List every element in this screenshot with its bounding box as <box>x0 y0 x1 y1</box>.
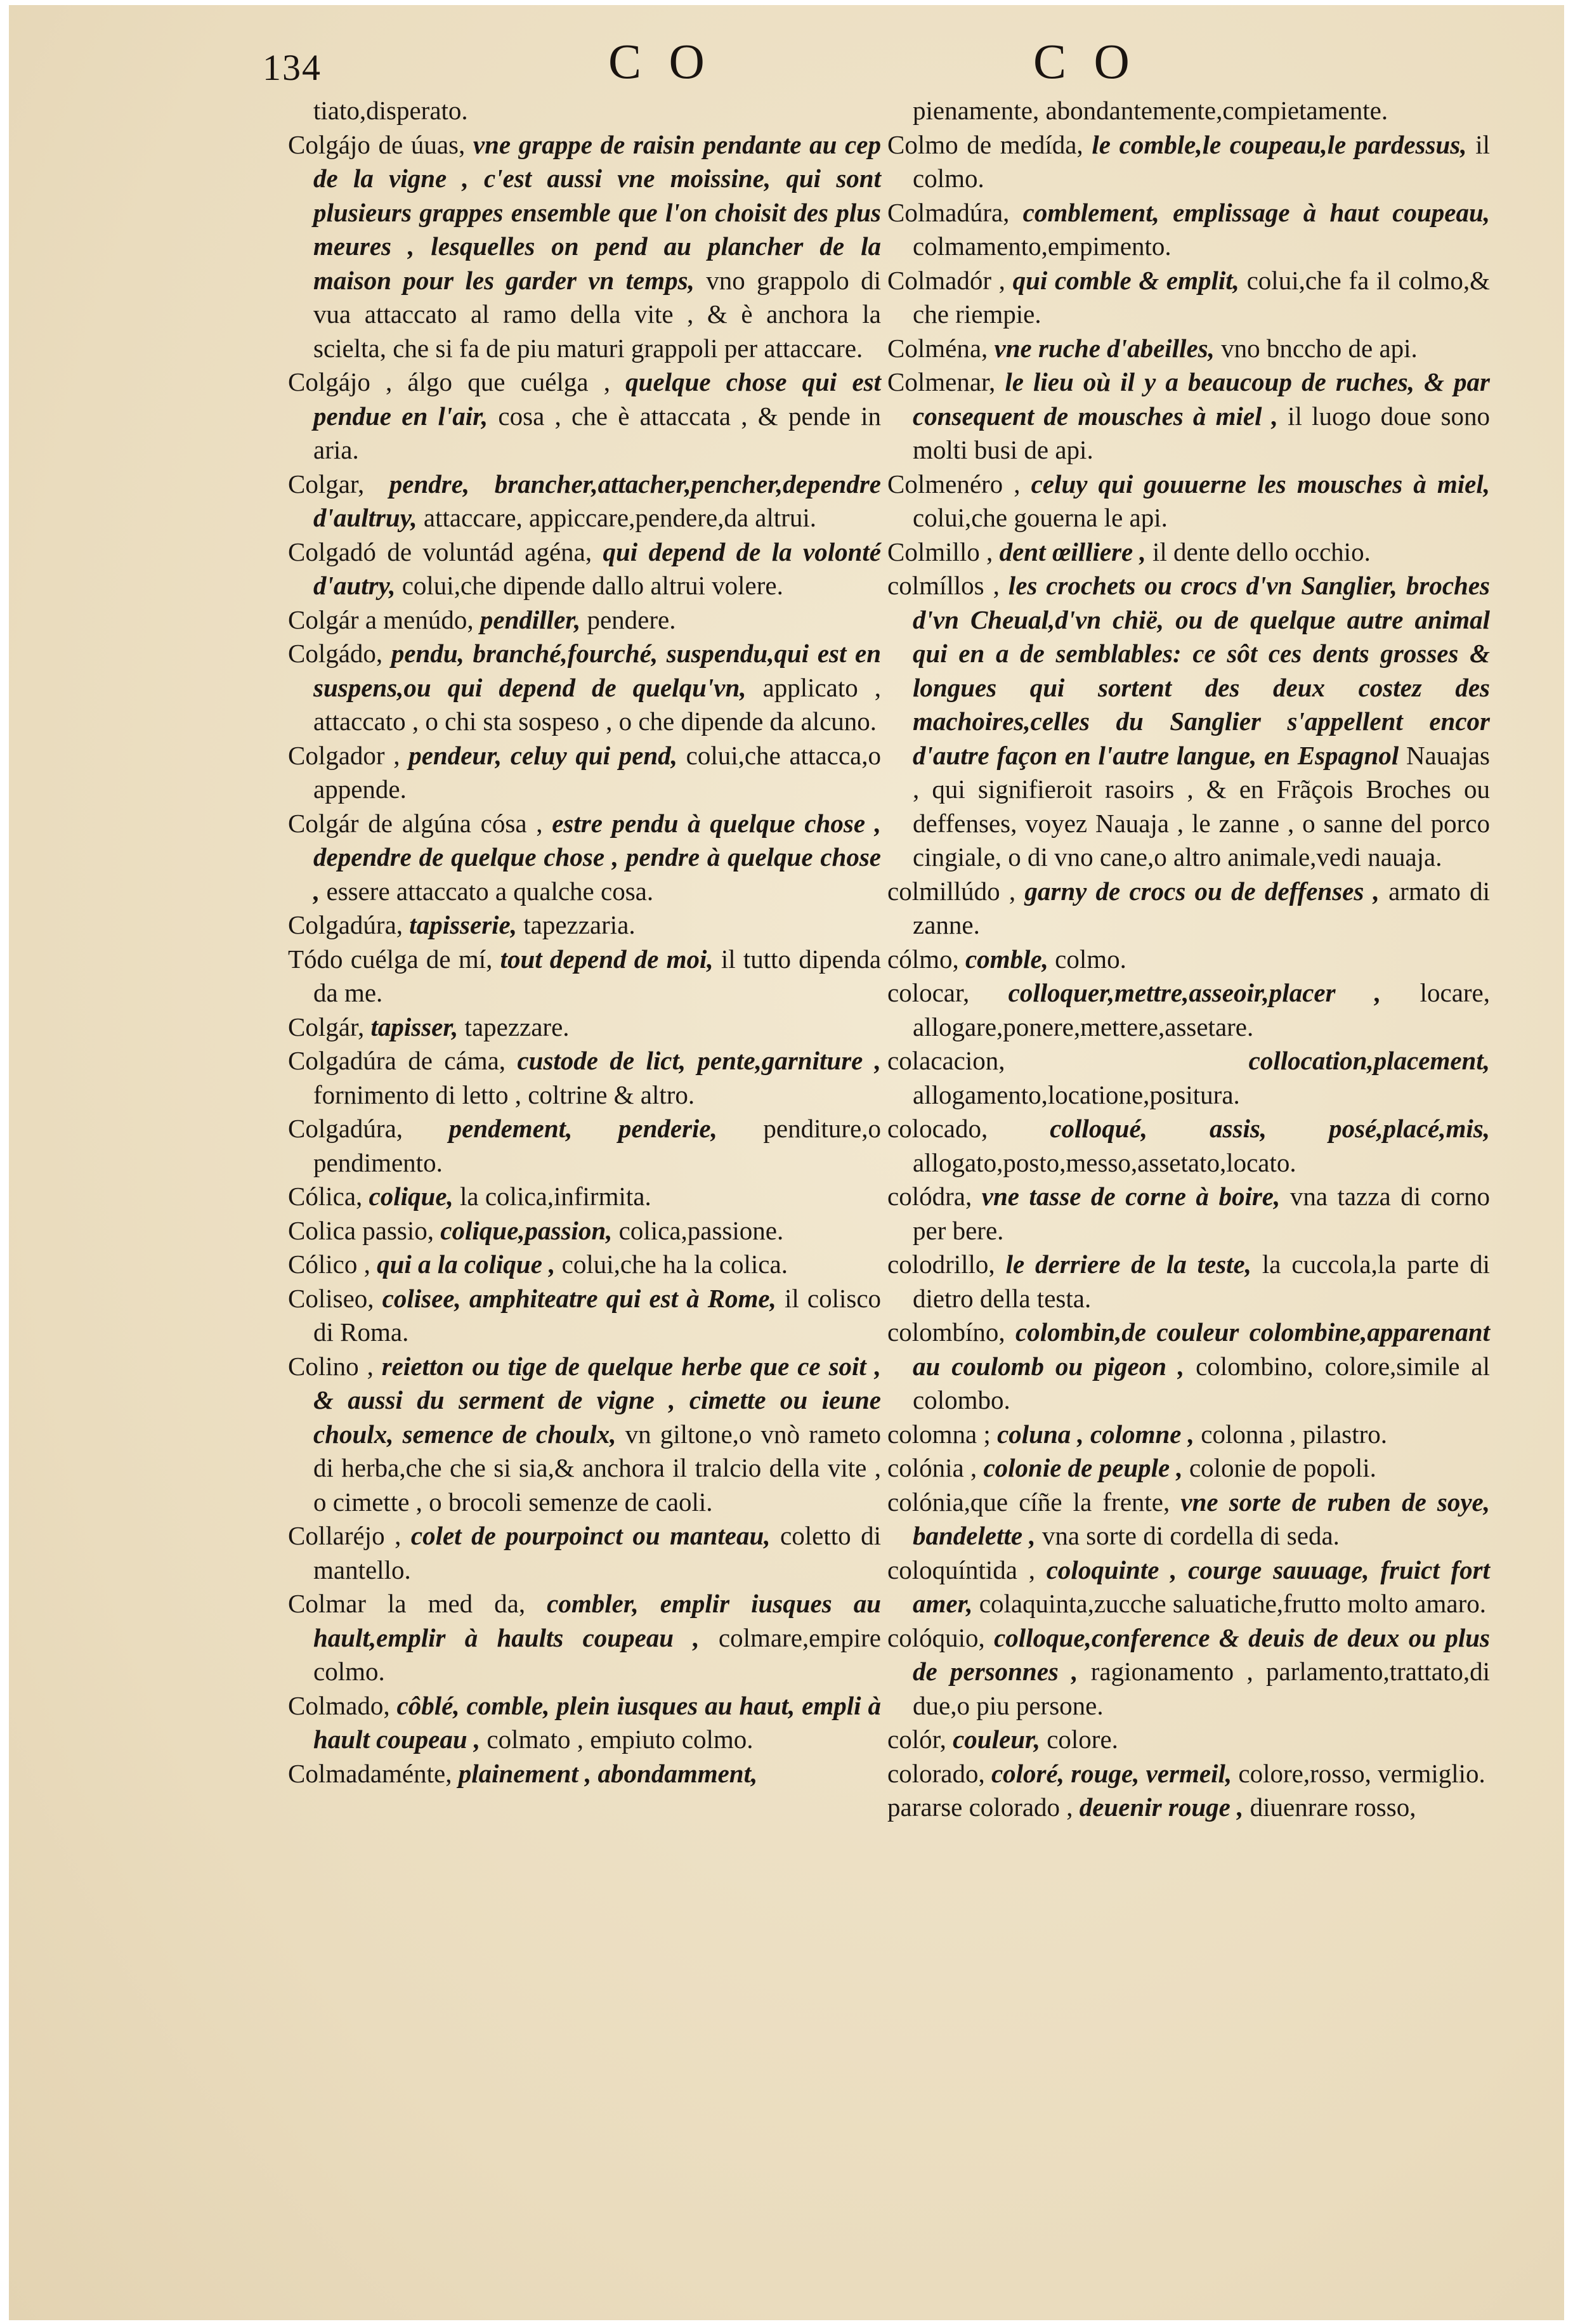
french-gloss: colloque,conference & deuis de deux ou plus de personnes , <box>913 1622 1491 1686</box>
french-gloss: custode de lict, pente,garniture , <box>517 1046 882 1075</box>
italian-gloss: vn giltone,o vnò rameto di herba,che che si sia,& anchora il tralcio della vite , o cimette , o brocoli semenze de caoli. <box>313 1419 882 1517</box>
french-gloss: collocation,placement, <box>1248 1046 1490 1075</box>
dictionary-entry <box>887 1180 1490 1248</box>
italian-gloss: colore,rosso, vermiglio. <box>1238 1758 1485 1788</box>
french-gloss: tapisser, <box>370 1012 459 1041</box>
entry-headword: colocado, <box>887 1114 988 1143</box>
italian-gloss: colui,che dipende dallo altrui volere. <box>401 571 783 600</box>
french-gloss: deuenir rouge , <box>1079 1792 1244 1822</box>
entry-headword: colacacion, <box>887 1046 1005 1075</box>
running-head-right: C O <box>1033 34 1137 89</box>
entry-headword: Colmar la med da, <box>288 1589 526 1618</box>
italian-gloss: pendere. <box>587 604 676 634</box>
italian-gloss: vna sorte di cordella di seda. <box>1041 1521 1340 1550</box>
french-gloss: vne ruche d'abeilles, <box>994 333 1215 363</box>
italian-gloss: il dente dello occhio. <box>1152 537 1371 566</box>
french-gloss: colloquer,mettre,asseoir,placer , <box>1008 978 1381 1007</box>
french-gloss: garny de crocs ou de deffenses , <box>1024 876 1380 906</box>
dictionary-entry <box>887 1451 1490 1485</box>
italian-gloss: la cuccola,la parte di dietro della testa. <box>913 1250 1490 1313</box>
dictionary-entry <box>288 1350 881 1520</box>
italian-gloss: colaquinta,zucche saluatiche,frutto molto amaro. <box>979 1589 1486 1618</box>
italian-gloss: vno bnccho de api. <box>1221 333 1418 363</box>
italian-gloss: fornimento di letto , coltrine & altro. <box>313 1080 695 1109</box>
dictionary-entry <box>887 1485 1490 1553</box>
dictionary-entry <box>288 365 881 467</box>
french-gloss: qui comble & emplit, <box>1012 265 1239 295</box>
italian-gloss: colmo. <box>1055 944 1126 974</box>
french-gloss: qui a la colique , <box>377 1250 556 1279</box>
italian-gloss: colica,passione. <box>618 1215 784 1245</box>
entry-headword: Colmadúra, <box>887 197 1010 227</box>
entry-headword: colónia , <box>887 1453 977 1482</box>
italian-gloss: colombino, colore,simile al colombo. <box>913 1351 1490 1414</box>
french-gloss: le derriere de la teste, <box>1005 1250 1252 1279</box>
page <box>9 5 1564 2320</box>
italian-gloss: allogato,posto,messo,assetato,locato. <box>913 1147 1296 1177</box>
entry-headword: Colgár de algúna cósa , <box>288 808 543 838</box>
entry-headword: Colica passio, <box>288 1215 434 1245</box>
italian-gloss: diuenrare rosso, <box>1250 1792 1416 1822</box>
entry-headword: colomna ; <box>887 1419 991 1449</box>
entry-headword: colmillúdo , <box>887 876 1016 906</box>
dictionary-entry <box>887 365 1490 467</box>
dictionary-entry <box>288 1112 881 1180</box>
dictionary-entry <box>288 1214 881 1248</box>
entry-headword: Colgadúra, <box>288 1114 403 1143</box>
italian-gloss: colui,che attacca,o appende. <box>313 740 881 804</box>
entry-headword: colodrillo, <box>887 1250 995 1279</box>
entry-headword: coloquíntida , <box>887 1555 1035 1584</box>
dictionary-entry <box>288 1010 881 1045</box>
entry-headword: Colino , <box>288 1351 374 1381</box>
french-gloss: colique,passion, <box>440 1215 613 1245</box>
italian-gloss: il luogo doue sono molti busi de api. <box>913 401 1491 464</box>
italian-gloss: colui,che gouerna le api. <box>913 503 1168 532</box>
entry-headword: colónia,que cíñe la frente, <box>887 1487 1170 1517</box>
italian-gloss: pienamente, abondantemente,compietamente. <box>913 96 1388 125</box>
italian-gloss: colmare,empire colmo. <box>313 1622 881 1686</box>
italian-gloss: tiato,disperato. <box>313 96 468 125</box>
entry-headword: colódra, <box>887 1182 972 1211</box>
entry-headword: Colgadó de voluntád agéna, <box>288 537 592 566</box>
french-gloss: tapisserie, <box>409 910 517 939</box>
entry-headword: Colgar, <box>288 469 365 499</box>
french-gloss: colet de pourpoinct ou manteau, <box>410 1521 771 1550</box>
entry-headword: colóquio, <box>887 1622 985 1652</box>
entry-headword: Colgádo, <box>288 639 383 668</box>
french-gloss: dent œilliere , <box>999 537 1146 566</box>
dictionary-entry <box>887 1044 1490 1112</box>
dictionary-entry <box>887 264 1490 332</box>
italian-gloss: ragionamento , parlamento,trattato,di due,o piu persone. <box>913 1657 1490 1720</box>
french-gloss: colisee, amphiteatre qui est à Rome, <box>382 1283 776 1313</box>
entry-headword: Cólica, <box>288 1182 363 1211</box>
dictionary-entry <box>887 1248 1490 1315</box>
dictionary-entry <box>288 1689 881 1757</box>
french-gloss: pendement, penderie, <box>448 1114 717 1143</box>
dictionary-entry <box>288 637 881 739</box>
entry-headword: Colgár, <box>288 1012 365 1041</box>
dictionary-entry <box>887 976 1490 1044</box>
entry-headword: colorado, <box>887 1758 985 1788</box>
dictionary-entry <box>288 1757 881 1791</box>
french-gloss: comblement, emplissage à haut coupeau, <box>1022 197 1491 227</box>
dictionary-entry <box>288 1282 881 1350</box>
italian-gloss: colui,che fa il colmo,& che riempie. <box>913 265 1491 329</box>
italian-gloss: colonna , pilastro. <box>1201 1419 1388 1449</box>
italian-gloss: coletto di mantello. <box>313 1521 882 1584</box>
dictionary-entry <box>887 1315 1490 1418</box>
italian-gloss: armato di zanne. <box>913 876 1491 939</box>
entry-headword: Colgador , <box>288 740 400 770</box>
entry-headword: colmíllos , <box>887 571 1000 600</box>
dictionary-entry <box>288 94 881 128</box>
entry-headword: Colgájo de úuas, <box>288 129 466 159</box>
entry-headword: Colmado, <box>288 1690 390 1720</box>
italian-gloss: il tutto dipenda da me. <box>313 944 882 1007</box>
french-gloss: colonie de peuple , <box>983 1453 1183 1482</box>
dictionary-entry <box>887 569 1490 875</box>
french-gloss: qui depend de la volonté d'autry, <box>313 537 881 600</box>
italian-gloss: attaccare, appiccare,pendere,da altrui. <box>423 503 817 532</box>
dictionary-entry <box>288 1248 881 1282</box>
entry-headword: Colmenar, <box>887 367 996 396</box>
entry-headword: cólmo, <box>887 944 959 974</box>
dictionary-entry <box>887 1112 1490 1180</box>
entry-headword: Colména, <box>887 333 988 363</box>
entry-headword: Colgár a menúdo, <box>288 604 474 634</box>
french-gloss: vne tasse de corne à boire, <box>981 1182 1281 1211</box>
dictionary-entry <box>288 807 881 909</box>
french-gloss: celuy qui gouuerne les mousches à miel, <box>1031 469 1490 499</box>
italian-gloss: la colica,infirmita. <box>460 1182 651 1211</box>
french-gloss: coloré, rouge, vermeil, <box>991 1758 1232 1788</box>
entry-headword: colombíno, <box>887 1317 1005 1347</box>
entry-headword: Colmo de medída, <box>887 129 1083 159</box>
french-gloss: quelque chose qui est pendue en l'air, <box>313 367 881 431</box>
french-gloss: côblé, comble, plein iusques au haut, empli à hault coupeau , <box>313 1690 882 1754</box>
dictionary-entry <box>887 943 1490 977</box>
italian-gloss: tapezzare. <box>464 1012 570 1041</box>
dictionary-entry <box>288 908 881 943</box>
dictionary-entry <box>887 467 1490 535</box>
dictionary-entry <box>887 1757 1490 1791</box>
dictionary-entry <box>887 1553 1490 1621</box>
italian-gloss: vno grappolo di vua attaccato al ramo della vite , & è anchora la scielta, che si fa de piu maturi grappoli per attaccare. <box>313 265 882 363</box>
dictionary-entry <box>887 1791 1490 1825</box>
entry-headword: Coliseo, <box>288 1283 374 1313</box>
french-gloss: coloquinte , courge sauuage, fruict fort amer, <box>913 1555 1490 1618</box>
french-gloss: vne sorte de ruben de soye, bandelette , <box>913 1487 1491 1550</box>
french-gloss: les crochets ou crocs d'vn Sanglier, broches d'vn Cheual,d'vn chië, ou de quelque autre animal qui en a de semblables: ce sôt ces dents grosses & longues qui sortent des deux costez des machoires,celles du Sanglier s'appellent encor d'autre façon en l'autre langue, en Espagnol <box>913 571 1490 770</box>
dictionary-entry <box>887 196 1490 264</box>
dictionary-entry <box>288 1519 881 1587</box>
french-gloss: colloqué, assis, posé,placé,mis, <box>1050 1114 1490 1143</box>
italian-gloss: il colisco di Roma. <box>313 1283 882 1347</box>
page-number: 134 <box>263 47 322 88</box>
italian-gloss: locare, allogare,ponere,mettere,assetare. <box>913 978 1490 1041</box>
entry-headword: Colmadaménte, <box>288 1758 452 1788</box>
dictionary-entry <box>887 128 1490 196</box>
french-gloss: colique, <box>369 1182 454 1211</box>
entry-headword: Colmillo , <box>887 537 993 566</box>
right-column <box>887 94 1490 1825</box>
italian-gloss: applicato , attaccato , o chi sta sospeso , o che dipende da alcuno. <box>313 672 881 736</box>
italian-gloss: colmato , empiuto colmo. <box>486 1725 754 1754</box>
entry-headword: Colmenéro , <box>887 469 1021 499</box>
italian-gloss: essere attaccato a qualche cosa. <box>326 876 654 906</box>
dictionary-entry <box>288 603 881 637</box>
dictionary-entry <box>887 535 1490 570</box>
french-gloss: pendeur, celuy qui pend, <box>408 740 677 770</box>
dictionary-entry <box>288 535 881 603</box>
french-gloss: le lieu où il y a beaucoup de ruches, & par consequent de mousches à miel , <box>913 367 1491 431</box>
dictionary-entry <box>288 1044 881 1112</box>
french-gloss: comble, <box>965 944 1048 974</box>
french-gloss: pendre, brancher,attacher,pencher,dependre d'aultruy, <box>313 469 882 532</box>
italian-gloss: vna tazza di corno per bere. <box>913 1182 1491 1245</box>
italian-gloss: penditure,o pendimento. <box>313 1114 881 1177</box>
french-gloss: couleur, <box>953 1725 1040 1754</box>
french-gloss: combler, emplir iusques au hault,emplir à haults coupeau , <box>313 1589 882 1652</box>
french-gloss: estre pendu à quelque chose , dependre de quelque chose , pendre à quelque chose , <box>313 808 881 906</box>
french-gloss: pendu, branché,fourché, suspendu,qui est en suspens,ou qui depend de quelqu'vn, <box>313 639 881 702</box>
french-gloss: plainement , abondamment, <box>458 1758 758 1788</box>
italian-gloss: colore. <box>1047 1725 1118 1754</box>
dictionary-entry <box>887 1723 1490 1757</box>
french-gloss: colombin,de couleur colombine,apparenant au coulomb ou pigeon , <box>913 1317 1490 1381</box>
entry-headword: colocar, <box>887 978 970 1007</box>
entry-headword: colór, <box>887 1725 946 1754</box>
italian-gloss: colmamento,empimento. <box>913 232 1172 261</box>
dictionary-entry <box>887 875 1490 943</box>
french-gloss: tout depend de moi, <box>500 944 714 974</box>
french-gloss: pendiller, <box>480 604 581 634</box>
italian-gloss: colui,che ha la colica. <box>561 1250 788 1279</box>
italian-gloss: colonie de popoli. <box>1189 1453 1376 1482</box>
entry-headword: Tódo cuélga de mí, <box>288 944 493 974</box>
dictionary-entry <box>288 1587 881 1689</box>
dictionary-entry <box>887 1418 1490 1452</box>
entry-headword: Colgadúra, <box>288 910 403 939</box>
french-gloss: reietton ou tige de quelque herbe que ce soit , & aussi du serment de vigne , cimette ou ieune choulx, semence de choulx, <box>313 1351 882 1449</box>
left-column <box>288 94 881 1791</box>
dictionary-entry <box>887 94 1490 128</box>
entry-headword: Colgájo , álgo que cuélga , <box>288 367 610 396</box>
italian-gloss: cosa , che è attaccata , & pende in aria. <box>313 401 882 464</box>
entry-headword: pararse colorado , <box>887 1792 1073 1822</box>
french-gloss: coluna , colomne , <box>997 1419 1195 1449</box>
entry-headword: Colmadór , <box>887 265 1005 295</box>
italian-gloss: tapezzaria. <box>523 910 636 939</box>
dictionary-entry <box>288 1180 881 1214</box>
french-gloss: vne grappe de raisin pendante au cep de la vigne , c'est aussi vne moissine, qui sont plusieurs grappes ensemble que l'on choisit des plus meures , lesquelles on pend au plancher de la maison pour les garder vn temps, <box>313 129 882 295</box>
dictionary-entry <box>288 739 881 807</box>
french-gloss: le comble,le coupeau,le pardessus, <box>1092 129 1467 159</box>
italian-gloss: allogamento,locatione,positura. <box>913 1080 1240 1109</box>
dictionary-entry <box>288 467 881 535</box>
italian-gloss: Nauajas , qui signifieroit rasoirs , & en Frãçois Broches ou deffenses, voyez Nauaja , le zanne , o sanne del porco cingiale, o di vno cane,o altro animale,vedi nauaja. <box>913 740 1490 872</box>
entry-headword: Colgadúra de cáma, <box>288 1046 506 1075</box>
entry-headword: Collaréjo , <box>288 1521 401 1550</box>
running-head-left: C O <box>608 34 712 89</box>
italian-gloss: il colmo. <box>913 129 1490 193</box>
dictionary-entry <box>887 332 1490 366</box>
entry-headword: Cólico , <box>288 1250 370 1279</box>
dictionary-entry <box>288 943 881 1010</box>
dictionary-entry <box>887 1621 1490 1723</box>
dictionary-entry <box>288 128 881 366</box>
